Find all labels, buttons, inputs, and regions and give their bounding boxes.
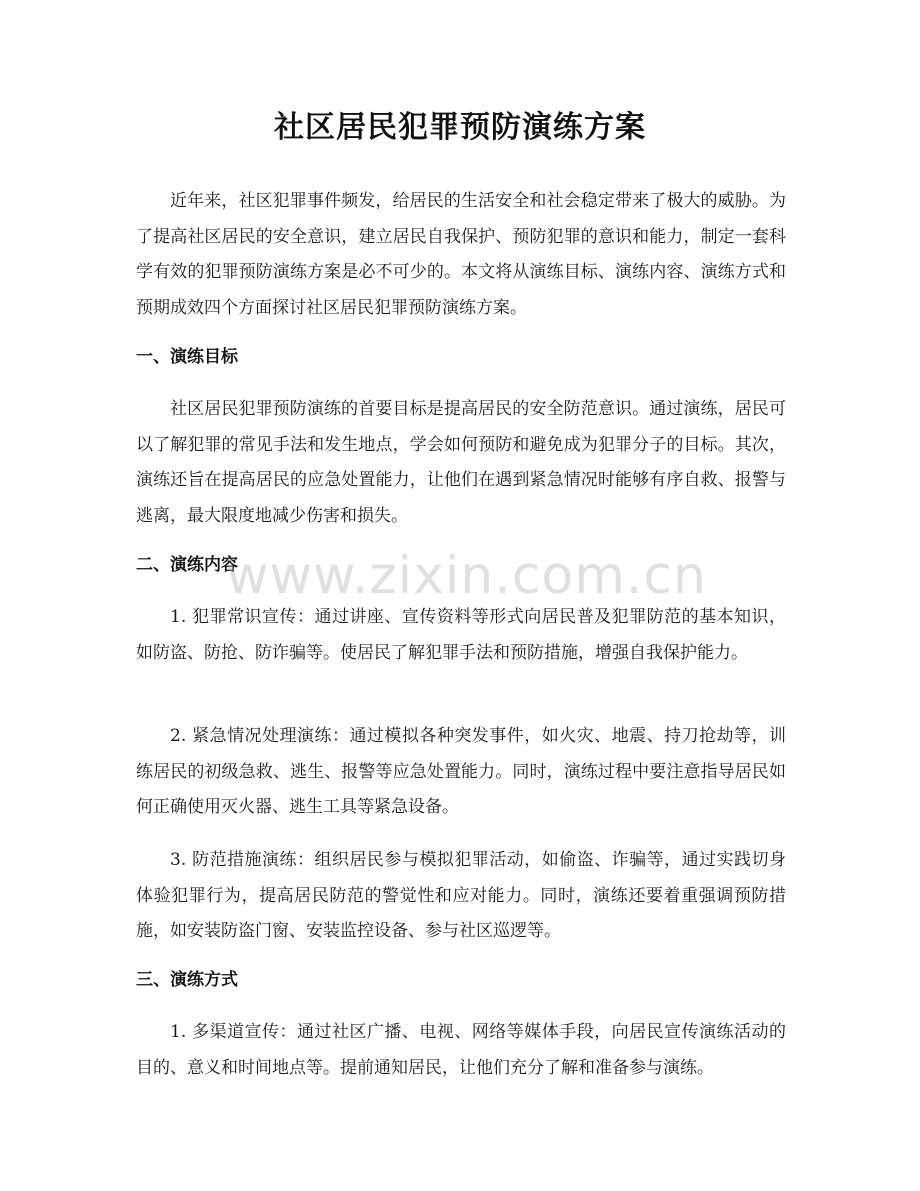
content-item-1: 1. 犯罪常识宣传：通过讲座、宣传资料等形式向居民普及犯罪防范的基本知识，如防盗、防抢、防诈骗等。使居民了解犯罪手法和预防措施，增强自我保护能力。 [136, 607, 786, 663]
content-item-2: 2. 紧急情况处理演练：通过模拟各种突发事件，如火灾、地震、持刀抢劫等，训练居民的初级急救、逃生、报警等应急处置能力。同时，演练过程中要注意指导居民如何正确使用灭火器、逃生工具等紧急设备。 [136, 726, 786, 817]
section-heading-goals: 一、演练目标 [136, 347, 238, 367]
content-item-3: 3. 防范措施演练：组织居民参与模拟犯罪活动，如偷盗、诈骗等，通过实践切身体验犯罪行为，提高居民防范的警觉性和应对能力。同时，演练还要着重强调预防措施，如安装防盗门窗、安装监控设备、参与社区巡逻等。 [136, 850, 786, 941]
methods-item-1: 1. 多渠道宣传：通过社区广播、电视、网络等媒体手段，向居民宣传演练活动的目的、意义和时间地点等。提前通知居民，让他们充分了解和准备参与演练。 [136, 1022, 786, 1078]
section-heading-content: 二、演练内容 [136, 555, 238, 575]
watermark-text: www.zixin.com.cn [226, 546, 707, 606]
intro-paragraph: 近年来，社区犯罪事件频发，给居民的生活安全和社会稳定带来了极大的威胁。为了提高社区居民的安全意识，建立居民自我保护、预防犯罪的意识和能力，制定一套科学有效的犯罪预防演练方案是必不可少的。本文将从演练目标、演练内容、演练方式和预期成效四个方面探讨社区居民犯罪预防演练方案。 [136, 191, 786, 318]
goals-paragraph: 社区居民犯罪预防演练的首要目标是提高居民的安全防范意识。通过演练，居民可以了解犯罪的常见手法和发生地点，学会如何预防和避免成为犯罪分子的目标。其次，演练还旨在提高居民的应急处置能力，让他们在遇到紧急情况时能够有序自救、报警与逃离，最大限度地减少伤害和损失。 [136, 399, 786, 526]
section-heading-methods: 三、演练方式 [136, 970, 238, 990]
document-title: 社区居民犯罪预防演练方案 [274, 110, 646, 145]
